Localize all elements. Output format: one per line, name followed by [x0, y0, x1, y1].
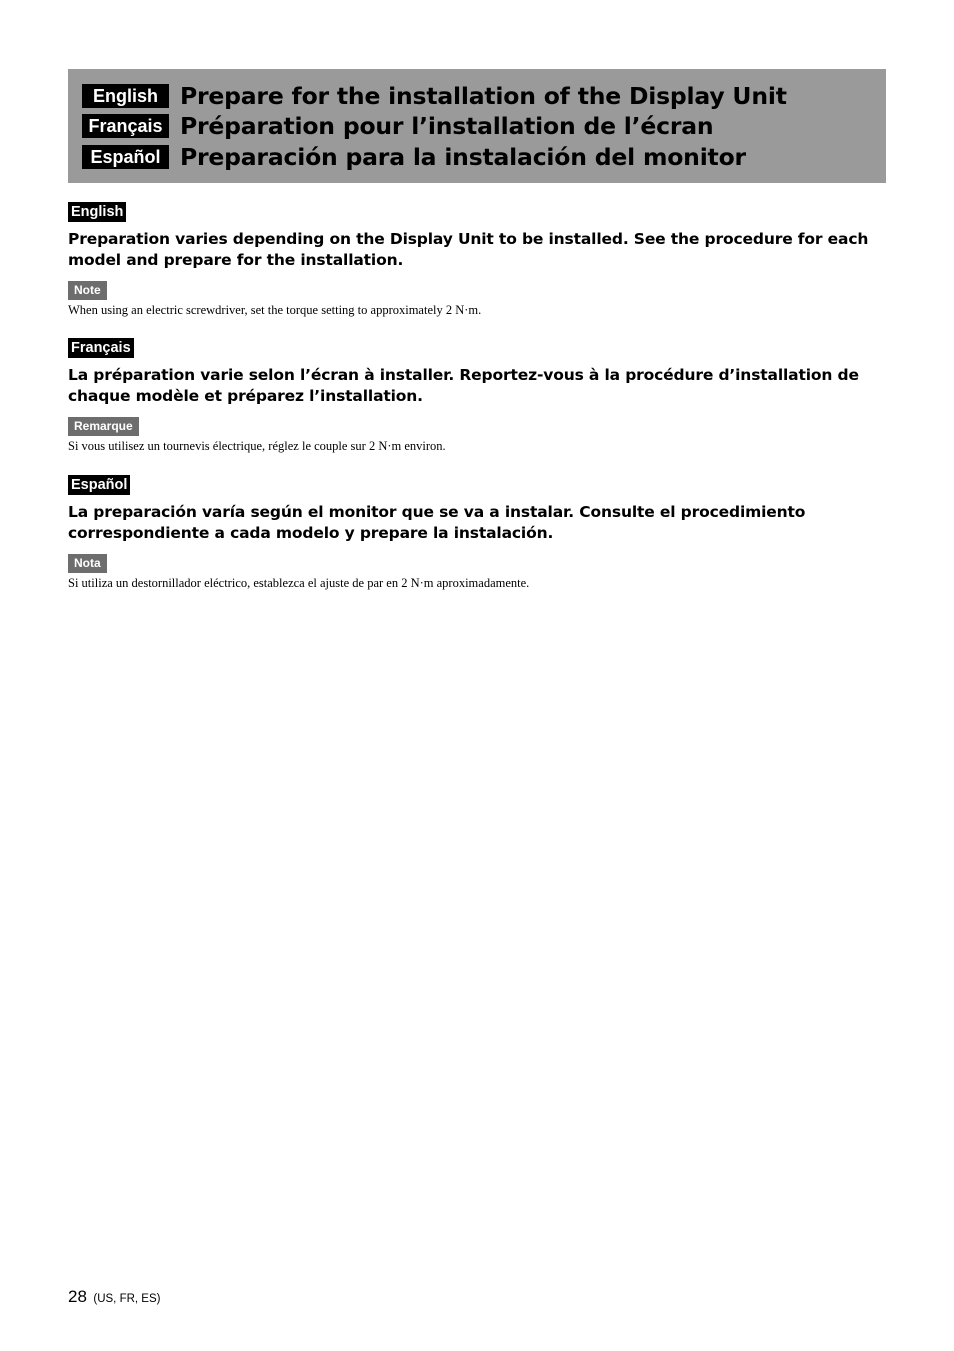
title-banner	[68, 69, 886, 183]
title-row-english	[82, 82, 787, 110]
note-label: Note	[68, 281, 107, 300]
note-text: Si utiliza un destornillador eléctrico, establezca el ajuste de par en 2 N·m aproximadamente.	[68, 576, 530, 590]
page-number: 28	[68, 1287, 87, 1306]
language-tag-french: Français	[82, 114, 169, 138]
section-lead-text: La preparación varía según el monitor que se va a instalar. Consulte el procedimiento correspondiente a cada modelo y prepare la instalación.	[68, 503, 806, 542]
note-text: Si vous utilisez un tournevis électrique, réglez le couple sur 2 N·m environ.	[68, 439, 446, 453]
language-tag-spanish: Español	[82, 145, 169, 169]
section-french	[68, 338, 888, 454]
section-language-tag: Español	[68, 475, 130, 495]
section-language-tag: English	[68, 202, 126, 222]
section-lead-text: Preparation varies depending on the Display Unit to be installed. See the procedure for each model and prepare for the installation.	[68, 230, 869, 269]
language-tag-english: English	[82, 84, 169, 108]
section-spanish	[68, 475, 888, 591]
note-label: Remarque	[68, 417, 139, 436]
page-footer	[68, 1287, 160, 1307]
page-language-codes: (US, FR, ES)	[93, 1293, 161, 1305]
section-language-tag: Français	[68, 338, 134, 358]
page-title-english: Prepare for the installation of the Display Unit	[180, 82, 787, 110]
page-title-french: Préparation pour l’installation de l’écran	[180, 112, 714, 140]
note-text: When using an electric screwdriver, set the torque setting to approximately 2 N·m.	[68, 303, 482, 317]
title-row-french	[82, 112, 713, 140]
section-english	[68, 202, 888, 318]
page-title-spanish: Preparación para la instalación del monitor	[180, 143, 746, 171]
note-label: Nota	[68, 554, 107, 573]
title-row-spanish	[82, 143, 746, 171]
section-lead-text: La préparation varie selon l’écran à installer. Reportez-vous à la procédure d’installation de chaque modèle et préparez l’installation.	[68, 366, 859, 405]
